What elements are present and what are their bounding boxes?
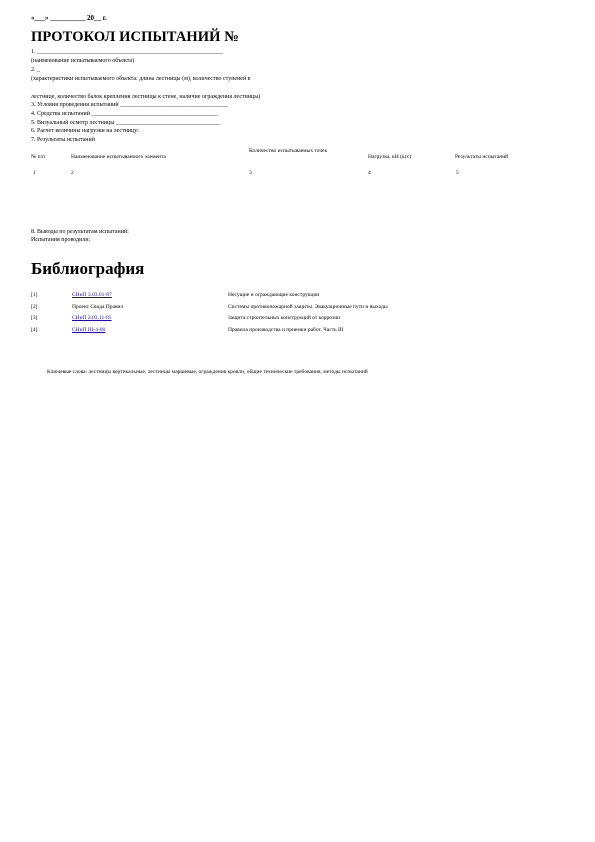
bibliography-code: Проект Свода Правил [72,304,124,310]
table-header-load: Нагрузка, кН (кгс) [368,154,412,160]
bibliography-code-link[interactable]: СНиП 2.03.11-85 [72,315,112,321]
bibliography-code-link[interactable]: СНиП 3.03.01-87 [72,292,112,298]
table-cell-col3: 3 [249,170,252,176]
bibliography-number: [1] [31,292,38,298]
field-3-test-conditions: 3. Условия проведения испытаний ____________________________________ [31,102,229,108]
bibliography-description: Правила производства и приемки работ. Часть III [228,327,344,333]
bibliography-number: [4] [31,327,38,333]
date-line: «___» __________ 20__ г. [31,14,107,22]
table-header-element-name: Наименование испытываемого элемента [71,154,166,160]
table-cell-col5: 5 [456,170,459,176]
field-4-test-means: 4. Средства испытаний __________________________________________ [31,111,218,117]
field-2-object-characteristics: 2. _ [31,67,40,73]
field-7-test-results: 7. Результаты испытаний [31,137,95,143]
field-2-caption-line2: лестнице, количество балок крепления лестницы к стене, наличие ограждения лестницы) [31,94,261,100]
table-cell-col2: 2 [71,170,74,176]
keywords-line: Ключевые слова: лестницы вертикальные, лестницы маршевые, ограждения кровли, общие технические требования, методы испытаний [47,369,368,375]
field-1-caption: (наименование испытываемого объекта) [31,58,135,64]
bibliography-description: Несущие и ограждающие конструкции [228,292,320,298]
signature-line: Испытания проводили: [31,237,91,243]
bibliography-description: Защита строительных конструкций от коррозии [228,315,341,321]
table-cell-col4: 4 [368,170,371,176]
table-cell-col1: 1 [33,170,36,176]
field-2-caption-line1: (характеристики испытываемого объекта: длина лестницы (м), количество ступеней в [31,76,251,82]
conclusion-heading: 8. Выводы по результатам испытаний: [31,229,129,235]
field-6-load-calculation: 6. Расчет величины нагрузки на лестницу: [31,128,139,134]
bibliography-number: [3] [31,315,38,321]
bibliography-description: Системы противопожарной защиты. Эвакуационные пути и выходы [228,304,388,310]
field-5-visual-inspection: 5. Визуальный осмотр лестницы ___________________________________ [31,120,221,126]
field-1-object-name: 1. ______________________________________________________________ [31,49,223,55]
page-title: ПРОТОКОЛ ИСПЫТАНИЙ № [31,29,239,45]
bibliography-number: [2] [31,304,38,310]
bibliography-code-link[interactable]: СНиП III-4-80 [72,327,106,333]
table-header-points-count: Количество испытываемых точек [249,148,328,154]
table-header-results: Результаты испытаний [455,154,509,160]
table-header-number: № п/п [31,154,46,160]
bibliography-title: Библиография [31,259,145,278]
